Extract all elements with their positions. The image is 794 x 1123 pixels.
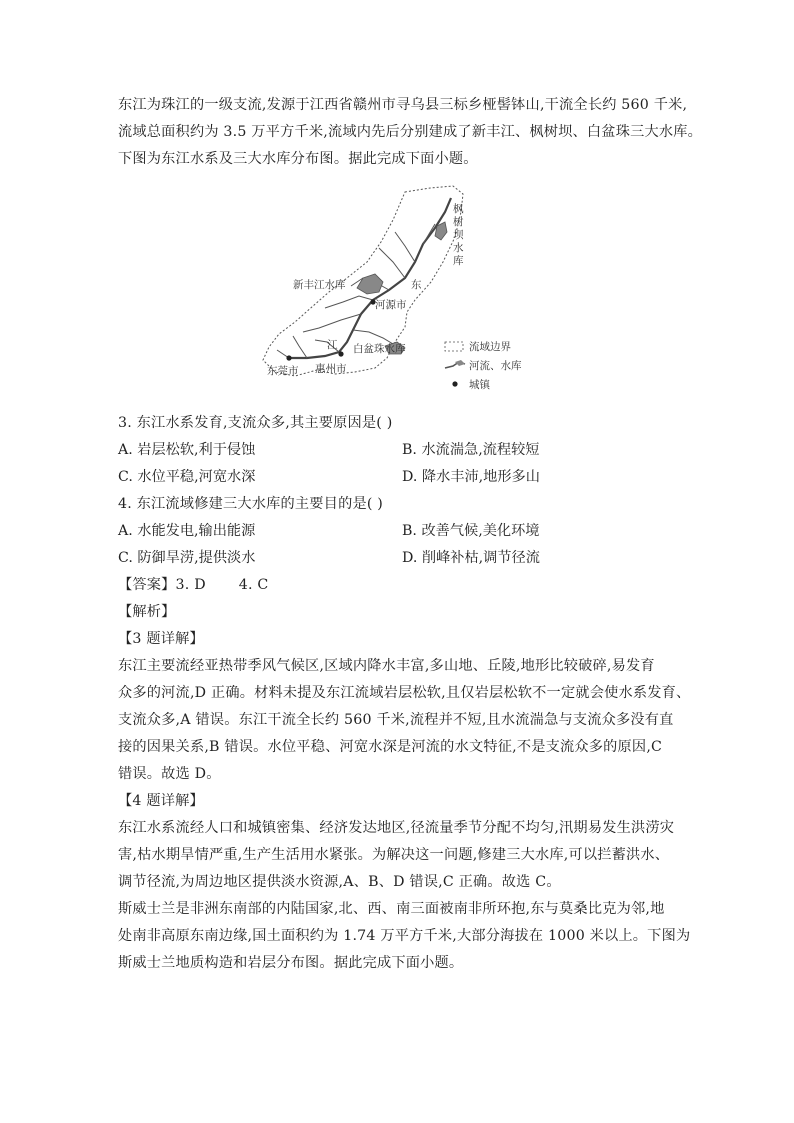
tributary <box>423 224 435 244</box>
legend-boundary: 流域边界 <box>469 341 511 353</box>
legend-river: 河流、水库 <box>469 360 522 372</box>
answer-line: 【答案】3. D 4. C <box>118 577 269 593</box>
legend-town-swatch <box>452 381 457 386</box>
label-jiang: 江 <box>327 339 338 351</box>
label-xinfengjiang: 新丰江水库 <box>293 279 346 291</box>
q4-stem: 4. 东江流域修建三大水库的主要目的是( ) <box>118 496 384 512</box>
label-fengshuba-3: 坝 <box>453 229 464 241</box>
dongjiang-water-system-map <box>255 182 555 400</box>
xinfengjiang-reservoir <box>357 274 383 294</box>
tributary <box>293 336 307 358</box>
label-fengshuba <box>453 202 467 267</box>
tributary <box>395 232 415 262</box>
label-fengshuba-2: 树 <box>453 216 464 228</box>
label-heyuan: 河源市 <box>375 299 407 311</box>
legend-reservoir-swatch <box>455 360 465 366</box>
next-intro-line-1: 斯威士兰是非洲东南部的内陆国家,北、西、南三面被南非所环抱,东与莫桑比克为邻,地 <box>118 901 665 917</box>
q3-stem: 3. 东江水系发育,支流众多,其主要原因是( ) <box>118 415 393 431</box>
tributary <box>379 248 405 278</box>
detail3-line-3: 支流众多,A 错误。东江干流全长约 560 千米,流程并不短,且水流湍急与支流众多没有直 <box>118 712 674 728</box>
detail4-heading: 【4 题详解】 <box>118 793 204 809</box>
label-dong: 东 <box>411 279 422 291</box>
q3-option-c: C. 水位平稳,河宽水深 <box>118 469 256 485</box>
q4-option-c: C. 防御旱涝,提供淡水 <box>118 550 256 566</box>
detail4-line-1: 东江水系流经人口和城镇密集、经济发达地区,径流量季节分配不均匀,汛期易发生洪涝灾 <box>118 820 675 836</box>
label-baipenzhu: 白盆珠水库 <box>353 343 406 355</box>
huizhou-dot <box>338 351 343 356</box>
label-fengshuba-4: 水 <box>453 242 464 254</box>
detail3-line-4: 接的因果关系,B 错误。水位平稳、河宽水深是河流的水文特征,不是支流众多的原因,C <box>118 739 663 755</box>
map-legend <box>445 340 522 391</box>
dongguan-dot <box>286 355 291 360</box>
detail3-heading: 【3 题详解】 <box>118 631 204 647</box>
analysis-label: 【解析】 <box>118 604 176 620</box>
tributary <box>325 296 373 308</box>
detail3-line-1: 东江主要流经亚热带季风气候区,区域内降水丰富,多山地、丘陵,地形比较破碎,易发育 <box>118 658 655 674</box>
detail4-line-3: 调节径流,为周边地区提供淡水资源,A、B、D 错误,C 正确。故选 C。 <box>118 874 561 890</box>
label-huizhou: 惠州市 <box>315 363 347 375</box>
q4-option-d: D. 削峰补枯,调节径流 <box>402 550 540 566</box>
q3-option-d: D. 降水丰沛,地形多山 <box>402 469 540 485</box>
q4-option-b: B. 改善气候,美化环境 <box>402 523 540 539</box>
detail3-line-5: 错误。故选 D。 <box>118 766 221 782</box>
label-dongguan: 东莞市 <box>267 365 299 377</box>
detail3-line-2: 众多的河流,D 正确。材料未提及东江流域岩层松软,且仅岩层松软不一定就会使水系发育、 <box>118 685 691 701</box>
next-intro-line-2: 处南非高原东南边缘,国土面积约为 1.74 万平方千米,大部分海拔在 1000 米以上。下图为 <box>118 928 691 944</box>
q4-option-a: A. 水能发电,输出能源 <box>118 523 256 539</box>
label-fengshuba-1: 枫 <box>453 203 464 215</box>
next-intro-line-3: 斯威士兰地质构造和岩层分布图。据此完成下面小题。 <box>118 955 464 971</box>
detail4-line-2: 害,枯水期旱情严重,生产生活用水紧张。为解决这一问题,修建三大水库,可以拦蓄洪水、 <box>118 847 670 863</box>
label-fengshuba-5: 库 <box>453 255 464 267</box>
intro-line-2: 流域总面积约为 3.5 万平方千米,流域内先后分别建成了新丰江、枫树坝、白盆珠三大水库。 <box>118 124 703 140</box>
intro-line-3: 下图为东江水系及三大水库分布图。据此完成下面小题。 <box>118 151 478 167</box>
q3-option-a: A. 岩层松软,利于侵蚀 <box>118 442 256 458</box>
legend-boundary-swatch <box>445 342 463 351</box>
q3-option-b: B. 水流湍急,流程较短 <box>402 442 540 458</box>
intro-line-1: 东江为珠江的一级支流,发源于江西省赣州市寻乌县三标乡桠髻钵山,干流全长约 560 千米, <box>118 97 688 113</box>
legend-town: 城镇 <box>469 379 490 391</box>
